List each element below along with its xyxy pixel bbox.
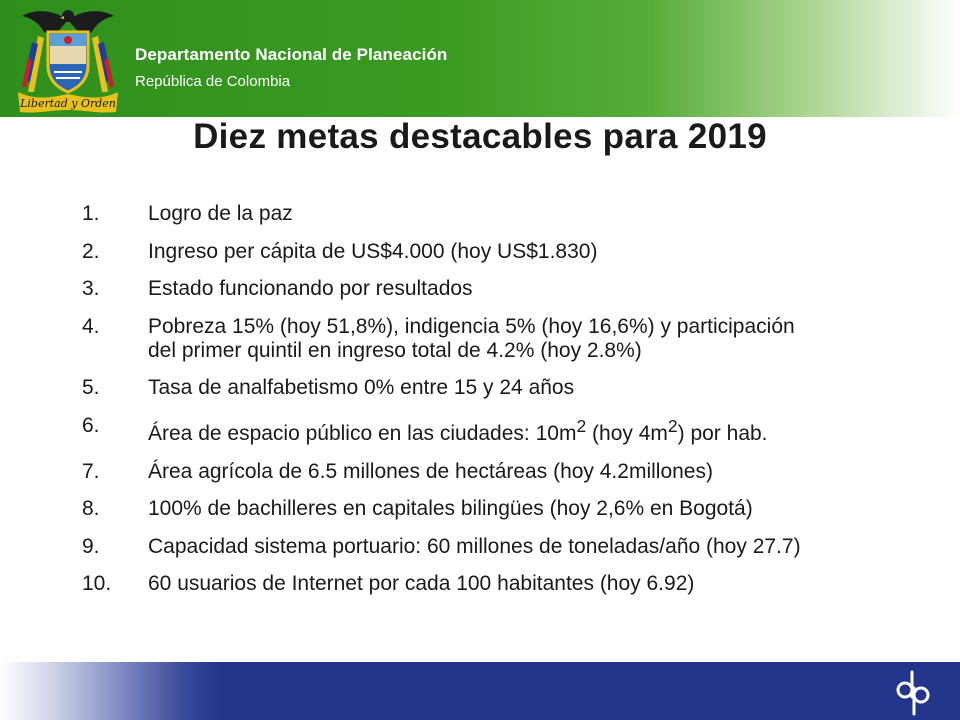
footer-banner <box>0 662 960 720</box>
item-number: 6. <box>82 413 100 437</box>
item-number: 10. <box>82 572 112 596</box>
item-number: 3. <box>82 277 100 301</box>
item-number: 2. <box>82 239 100 263</box>
item-number: 4. <box>82 314 100 338</box>
item-text: 60 usuarios de Internet por cada 100 habitantes (hoy 6.92) <box>148 572 695 596</box>
list-item <box>82 414 902 446</box>
item-number: 7. <box>82 459 100 483</box>
list-item <box>82 460 902 484</box>
item-text-block <box>148 315 902 363</box>
item-text: Capacidad sistema portuario: 60 millones de toneladas/año (hoy 27.7) <box>148 534 801 558</box>
list-item <box>82 277 902 301</box>
list-item <box>82 497 902 521</box>
superscript: 2 <box>576 415 587 436</box>
item-text: ) por hab. <box>677 421 768 445</box>
list-item <box>82 202 902 226</box>
item-number: 5. <box>82 376 100 400</box>
header-banner <box>0 0 960 117</box>
item-text: Área agrícola de 6.5 millones de hectáreas (hoy 4.2millones) <box>148 459 713 483</box>
item-number: 1. <box>82 202 100 225</box>
list-item <box>82 572 902 596</box>
page-title: Diez metas destacables para 2019 <box>193 117 767 156</box>
item-text-block <box>148 414 902 446</box>
organization-name: Departamento Nacional de Planeación <box>135 45 448 64</box>
item-text-continued: del primer quintil en ingreso total de 4.2% (hoy 2.8%) <box>148 338 642 362</box>
organization-subtitle: República de Colombia <box>135 73 291 90</box>
item-text: 100% de bachilleres en capitales bilingües (hoy 2,6% en Bogotá) <box>148 497 753 521</box>
item-text: Estado funcionando por resultados <box>148 277 473 301</box>
item-text: Pobreza 15% (hoy 51,8%), indigencia 5% (hoy 16,6%) y participación <box>148 314 795 338</box>
list-item <box>82 315 902 363</box>
emblem-motto: Libertad y Orden <box>20 97 116 110</box>
list-item <box>82 376 902 400</box>
item-number: 9. <box>82 534 100 558</box>
goals-list <box>82 202 902 610</box>
item-text: Área de espacio público en las ciudades: 10m <box>148 421 577 445</box>
item-text: Logro de la paz <box>148 202 293 225</box>
list-item <box>82 240 902 264</box>
coat-of-arms-icon <box>14 2 122 114</box>
dnp-logo-icon <box>894 668 934 716</box>
list-item <box>82 535 902 559</box>
superscript: 2 <box>667 415 678 436</box>
item-text: Tasa de analfabetismo 0% entre 15 y 24 años <box>148 376 575 400</box>
item-text: Ingreso per cápita de US$4.000 (hoy US$1.830) <box>148 239 598 263</box>
item-number: 8. <box>82 497 100 521</box>
item-text: (hoy 4m <box>586 421 668 445</box>
